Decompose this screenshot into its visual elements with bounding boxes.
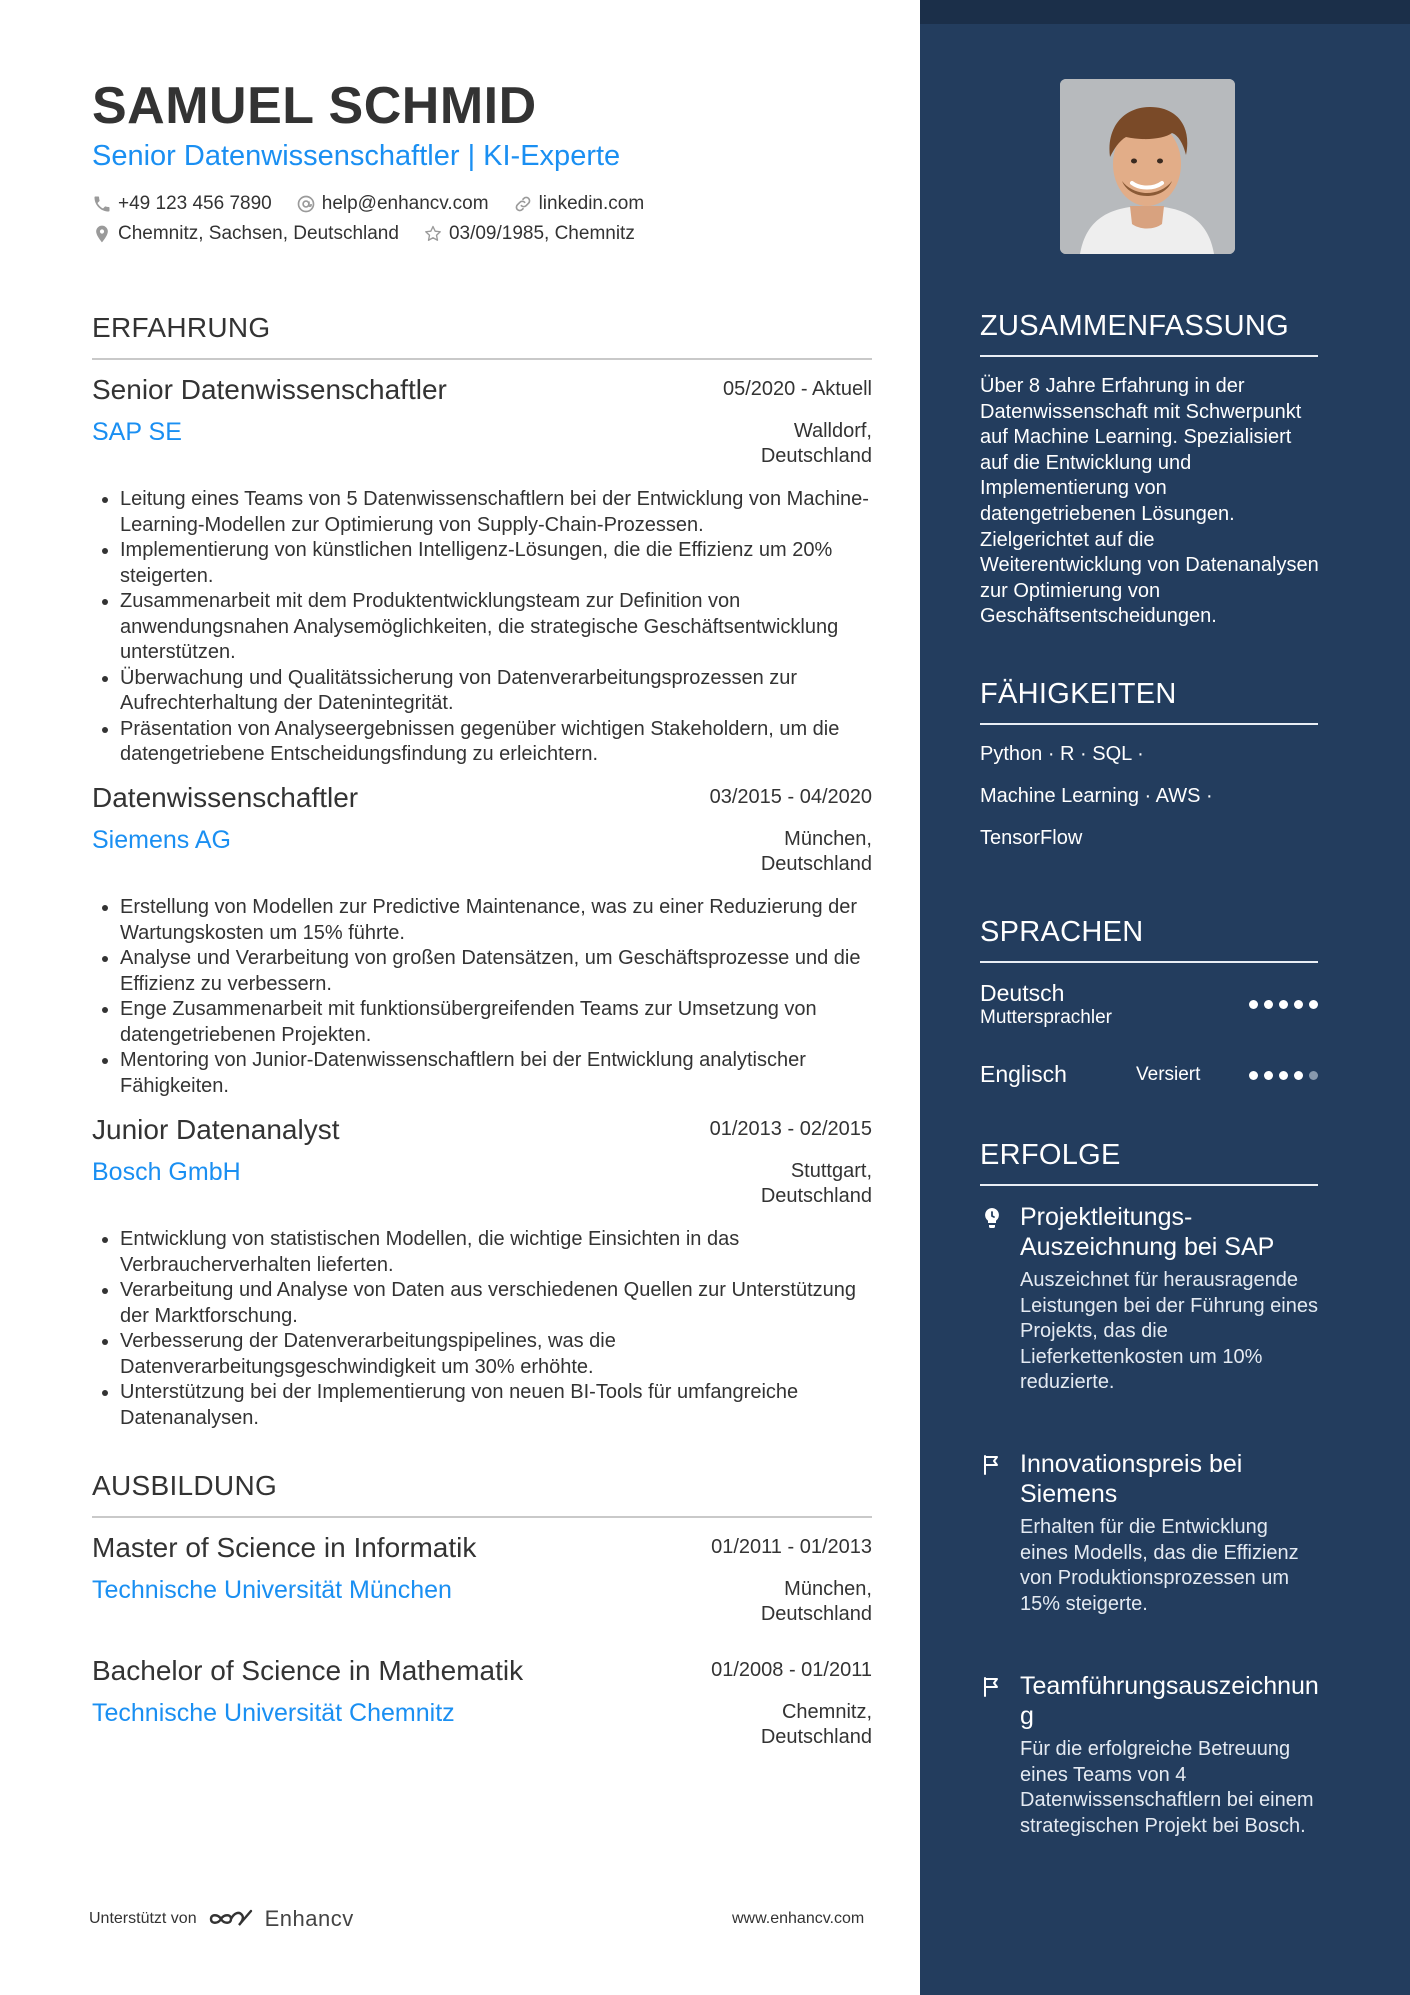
list-item: • Verarbeitung und Analyse von Daten aus verschiedenen Quellen zur Unterstützung der Marktforschung. <box>120 1278 872 1329</box>
candidate-title: Senior Datenwissenschaftler | KI-Experte <box>92 140 621 172</box>
lightbulb-icon <box>980 1206 1004 1230</box>
location-contact <box>92 223 399 245</box>
language-level: Muttersprachler <box>980 1007 1112 1028</box>
rating-dot <box>1279 1071 1288 1080</box>
rating-dot <box>1294 1000 1303 1009</box>
contact-row-1 <box>92 193 644 215</box>
education-degree: Bachelor of Science in Mathematik <box>92 1655 524 1686</box>
job-location-city: Walldorf, <box>793 420 872 442</box>
rating-dot <box>1279 1000 1288 1009</box>
language-name: Deutsch <box>980 980 1065 1006</box>
list-item: • Erstellung von Modellen zur Predictive Maintenance, was zu einer Reduzierung der Wartungskosten um 15% führte. <box>120 895 872 946</box>
job-bullets <box>92 1227 872 1431</box>
achievement-title: Teamführungsauszeichnung <box>1020 1672 1319 1730</box>
flag-icon <box>980 1453 1004 1477</box>
education-date: 01/2008 - 01/2011 <box>711 1659 872 1681</box>
education-entry <box>92 1532 872 1625</box>
education-entry <box>92 1655 872 1748</box>
job-location-country: Deutschland <box>760 445 872 467</box>
skills-heading: FÄHIGKEITEN <box>980 678 1318 725</box>
star-icon <box>423 224 443 244</box>
flag-icon <box>980 1675 1004 1699</box>
link-contact[interactable] <box>513 193 645 215</box>
achievement-item <box>980 1202 1320 1396</box>
list-item: • Mentoring von Junior-Datenwissenschaftlern bei der Entwicklung analytischer Fähigkeiten. <box>120 1048 872 1099</box>
education-location-country: Deutschland <box>760 1603 872 1625</box>
phone-icon <box>92 194 112 214</box>
footer-branding <box>89 1906 354 1932</box>
education-school: Technische Universität Chemnitz <box>92 1699 455 1727</box>
job-bullets <box>92 487 872 768</box>
portrait-icon <box>1060 79 1235 254</box>
job-date: 05/2020 - Aktuell <box>723 378 872 400</box>
education-school: Technische Universität München <box>92 1576 452 1604</box>
achievement-desc: Erhalten für die Entwicklung eines Modells, das die Effizienz von Produktionsprozessen um 15% steigerte. <box>1020 1516 1299 1615</box>
education-location-city: München, <box>784 1578 872 1600</box>
job-role: Senior Datenwissenschaftler <box>92 374 447 405</box>
birth-contact <box>423 223 635 245</box>
candidate-name: SAMUEL SCHMID <box>92 77 537 135</box>
list-item: • Verbesserung der Datenverarbeitungspipelines, was die Datenverarbeitungsgeschwindigkeit um 30% erhöhte. <box>120 1329 872 1380</box>
education-degree: Master of Science in Informatik <box>92 1532 477 1563</box>
rating-dot <box>1249 1000 1258 1009</box>
at-icon <box>296 194 316 214</box>
list-item: • Überwachung und Qualitätssicherung von Datenverarbeitungsprozessen zur Aufrechterhaltung der Datenintegrität. <box>120 666 872 717</box>
language-level: Versiert <box>1136 1064 1201 1085</box>
job-role: Junior Datenanalyst <box>92 1114 340 1145</box>
job-bullets <box>92 895 872 1099</box>
rating-dot <box>1294 1071 1303 1080</box>
skills-line: Machine Learning · AWS · <box>980 785 1213 807</box>
job-location <box>761 827 872 877</box>
education-location-city: Chemnitz, <box>781 1701 872 1723</box>
education-location <box>761 1577 872 1627</box>
list-item: • Präsentation von Analyseergebnissen gegenüber wichtigen Stakeholdern, um die datengetriebene Entscheidungsfindung zu erleichtern. <box>120 717 872 768</box>
achievement-title: Innovationspreis bei Siemens <box>1020 1450 1243 1508</box>
job-date: 03/2015 - 04/2020 <box>709 786 872 808</box>
job-location <box>761 1159 872 1209</box>
rating-dot <box>1309 1071 1318 1080</box>
rating-dot <box>1309 1000 1318 1009</box>
phone-text: +49 123 456 7890 <box>118 193 272 214</box>
achievements-heading: ERFOLGE <box>980 1139 1318 1186</box>
achievement-item <box>980 1449 1320 1617</box>
footer-url[interactable]: www.enhancv.com <box>732 1910 865 1927</box>
job-company: Bosch GmbH <box>92 1158 241 1186</box>
experience-heading: ERFAHRUNG <box>92 312 872 360</box>
achievement-item <box>980 1671 1320 1839</box>
job-entry <box>92 1114 872 1431</box>
skills-line: Python · R · SQL · <box>980 743 1144 765</box>
email-contact[interactable] <box>296 193 489 215</box>
language-name: Englisch <box>980 1061 1067 1087</box>
list-item: • Leitung eines Teams von 5 Datenwissenschaftlern bei der Entwicklung von Machine-Learning-Modellen zur Optimierung von Supply-Chain-Prozessen. <box>120 487 872 538</box>
location-text: Chemnitz, Sachsen, Deutschland <box>118 223 399 244</box>
sidebar-top-band <box>920 0 1410 24</box>
avatar <box>1060 79 1235 254</box>
achievement-desc: Auszeichnet für herausragende Leistungen bei der Führung eines Projekts, das die Lieferkettenkosten um 10% reduzierte. <box>1020 1269 1318 1394</box>
job-location-country: Deutschland <box>760 853 872 875</box>
enhancv-brand: Enhancv <box>264 1906 354 1931</box>
rating-dot <box>1264 1071 1273 1080</box>
summary-text: Über 8 Jahre Erfahrung in der Datenwissenschaft mit Schwerpunkt auf Machine Learning. Spezialisiert auf die Entwicklung und Implementierung von datengetriebenen Lösungen. Zielgerichtet auf die Weiterentwicklung von Datenanalysen zur Optimierung von Geschäftsentscheidungen. <box>980 375 1319 628</box>
skills-line: TensorFlow <box>980 827 1083 849</box>
job-entry <box>92 374 872 768</box>
birth-text: 03/09/1985, Chemnitz <box>448 223 635 244</box>
languages-heading: SPRACHEN <box>980 916 1318 963</box>
link-icon <box>513 194 533 214</box>
enhancv-logo-icon <box>207 1907 255 1931</box>
powered-by-text: Unterstützt von <box>89 1910 197 1927</box>
list-item: • Enge Zusammenarbeit mit funktionsübergreifenden Teams zur Umsetzung von datengetriebenen Projekten. <box>120 997 872 1048</box>
job-location-city: München, <box>784 828 872 850</box>
link-text[interactable]: linkedin.com <box>538 193 645 214</box>
email-text[interactable]: help@enhancv.com <box>321 193 489 214</box>
job-location-country: Deutschland <box>760 1185 872 1207</box>
language-item <box>980 1061 1318 1088</box>
job-entry <box>92 782 872 1099</box>
language-rating <box>1249 1071 1318 1080</box>
rating-dot <box>1264 1000 1273 1009</box>
phone-contact <box>92 193 272 215</box>
education-location-country: Deutschland <box>760 1726 872 1748</box>
job-location-city: Stuttgart, <box>790 1160 872 1182</box>
list-item: • Unterstützung bei der Implementierung von neuen BI-Tools für umfangreiche Datenanalysen. <box>120 1380 872 1431</box>
summary-heading: ZUSAMMENFASSUNG <box>980 310 1318 357</box>
education-location <box>761 1700 872 1750</box>
job-location <box>761 419 872 469</box>
language-rating <box>1249 1000 1318 1009</box>
achievement-desc: Für die erfolgreiche Betreuung eines Teams von 4 Datenwissenschaftlern bei einem strategischen Projekt bei Bosch. <box>1020 1738 1314 1837</box>
job-company: Siemens AG <box>92 826 231 854</box>
list-item: • Analyse und Verarbeitung von großen Datensätzen, um Geschäftsprozesse und die Effizienz zu verbessern. <box>120 946 872 997</box>
location-pin-icon <box>92 224 112 244</box>
list-item: • Implementierung von künstlichen Intelligenz-Lösungen, die die Effizienz um 20% steigerten. <box>120 538 872 589</box>
list-item: • Entwicklung von statistischen Modellen, die wichtige Einsichten in das Verbraucherverhalten lieferten. <box>120 1227 872 1278</box>
contact-row-2 <box>92 223 635 245</box>
list-item: • Zusammenarbeit mit dem Produktentwicklungsteam zur Definition von anwendungsnahen Analysemöglichkeiten, die strategische Geschäftsentwicklung unterstützen. <box>120 589 872 666</box>
education-date: 01/2011 - 01/2013 <box>711 1536 872 1558</box>
job-date: 01/2013 - 02/2015 <box>709 1118 872 1140</box>
language-item <box>980 980 1318 1029</box>
achievement-title: Projektleitungs-Auszeichnung bei SAP <box>1020 1203 1275 1261</box>
job-company: SAP SE <box>92 418 182 446</box>
education-heading: AUSBILDUNG <box>92 1470 872 1518</box>
job-role: Datenwissenschaftler <box>92 782 359 813</box>
rating-dot <box>1249 1071 1258 1080</box>
